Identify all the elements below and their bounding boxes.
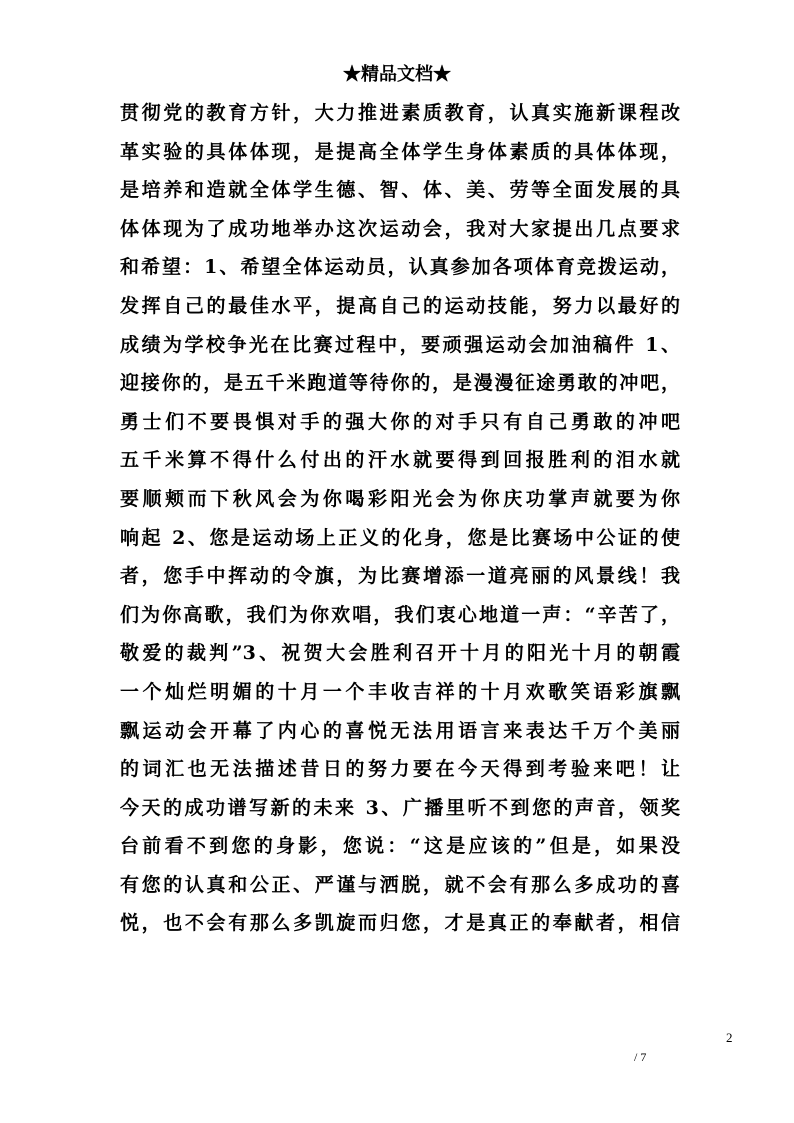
body-line: 和希望：1、希望全体运动员，认真参加各项体育竞拨运动， (120, 256, 680, 279)
body-line: 们为你高歌，我们为你欢唱，我们衷心地道一声：“辛苦了， (120, 603, 680, 626)
body-line: 悦，也不会有那么多凯旋而归您，才是真正的奉献者，相信 (120, 912, 680, 935)
body-line: 敬爱的裁判”3、祝贺大会胜利召开十月的阳光十月的朝霞 (120, 642, 680, 665)
document-body (120, 94, 680, 943)
body-line: 一个灿烂明媚的十月一个丰收吉祥的十月欢歌笑语彩旗飘 (120, 680, 680, 703)
body-line: 飘运动会开幕了内心的喜悦无法用语言来表达千万个美丽 (120, 719, 680, 742)
body-line: 响起 2、您是运动场上正义的化身，您是比赛场中公证的使 (120, 526, 680, 549)
body-line: 的词汇也无法描述昔日的努力要在今天得到考验来吧！让 (120, 758, 680, 781)
body-line: 是培养和造就全体学生德、智、体、美、劳等全面发展的具 (120, 179, 680, 202)
page-header-title: ★精品文档★ (343, 64, 451, 85)
body-line: 革实验的具体体现，是提高全体学生身体素质的具体体现， (120, 140, 680, 163)
body-line: 台前看不到您的身影，您说：“这是应该的”但是，如果没 (120, 835, 680, 858)
body-line: 有您的认真和公正、严谨与洒脱，就不会有那么多成功的喜 (120, 873, 680, 896)
page-total: / 7 (634, 1050, 647, 1064)
body-line: 体体现为了成功地举办这次运动会，我对大家提出几点要求 (120, 217, 680, 240)
body-line: 贯彻党的教育方针，大力推进素质教育，认真实施新课程改 (120, 102, 680, 124)
body-line: 五千米算不得什么付出的汗水就要得到回报胜利的泪水就 (120, 449, 680, 472)
page-number: 2 (726, 1030, 733, 1045)
body-line: 要顺颊而下秋风会为你喝彩阳光会为你庆功掌声就要为你 (120, 487, 680, 510)
body-line: 发挥自己的最佳水平，提高自己的运动技能，努力以最好的 (120, 294, 680, 317)
body-line: 勇士们不要畏惧对手的强大你的对手只有自己勇敢的冲吧 (120, 410, 680, 433)
body-line: 成绩为学校争光在比赛过程中，要顽强运动会加油稿件 1、 (120, 333, 680, 356)
body-line: 迎接你的，是五千米跑道等待你的，是漫漫征途勇敢的冲吧， (120, 372, 680, 395)
body-line: 今天的成功谱写新的未来 3、广播里听不到您的声音，领奖 (120, 796, 680, 819)
body-line: 者，您手中挥动的令旗，为比赛增添一道亮丽的风景线！我 (120, 565, 680, 588)
